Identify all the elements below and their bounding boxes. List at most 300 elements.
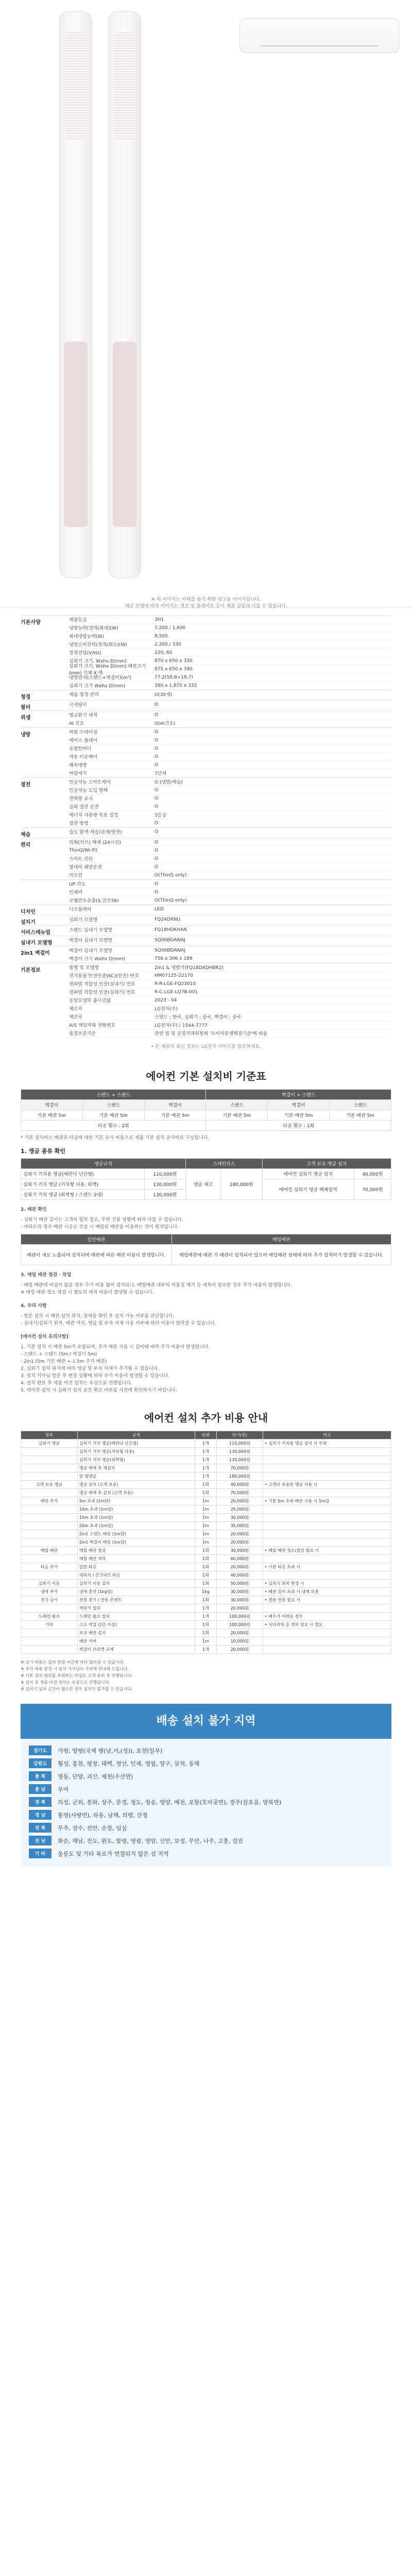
cost-note: ※ 실외기 설치 공간이 협소한 경우 설치가 불가할 수 있습니다. (21, 1687, 133, 1691)
cost-cell (263, 1448, 391, 1456)
cost-row (21, 1646, 391, 1654)
spec-key: 듀얼인버터 (69, 747, 92, 752)
cost-cell: 1m (195, 1530, 216, 1538)
cost-cell: 매립 배관 점검 (77, 1547, 195, 1555)
cost-row (21, 1439, 391, 1448)
cost-cell: 20,000원 (217, 1530, 263, 1538)
spec-group-title: 제습 (21, 832, 31, 838)
install-head-left: 스탠드 + 스탠드 (21, 1090, 206, 1100)
spec-value: 390 x 1,870 x 332 (154, 683, 197, 688)
spec-row (67, 936, 391, 944)
spec-key: 벽걸이 실내기 모델명 (69, 948, 112, 954)
spec-rows (67, 690, 391, 700)
area-text: 통영(사량면), 하동, 남해, 의령, 산청 (58, 1811, 148, 1819)
angle-own-price: 70,000원 (354, 1179, 391, 1200)
spec-group-title: 절전 (21, 782, 31, 788)
pipe-th: 일반배관 (21, 1234, 172, 1245)
spec-key: 바람세기 (69, 771, 87, 776)
cost-cell: 타공 추가 (21, 1563, 78, 1571)
spec-row (67, 1021, 391, 1029)
area-badge: 전 북 (29, 1823, 52, 1833)
area-text: 의성, 군위, 봉화, 상주, 문경, 청도, 청송, 영양, 예천, 포항(호미곶면), 경주(감포읍, 양북면) (58, 1799, 282, 1806)
cost-cell: 130,000원 (217, 1456, 263, 1464)
cost-row (21, 1538, 391, 1547)
spec-group-title: 필터 (21, 705, 31, 710)
spec-value: 2,200 / 330 (154, 641, 181, 647)
spec-row (67, 616, 391, 624)
cost-cell (263, 1646, 391, 1654)
cost-cell: 배관 추가 (21, 1497, 78, 1505)
cost-cell: 10,000원 (217, 1637, 263, 1646)
cost-row (21, 1580, 391, 1588)
spec-row (67, 980, 391, 988)
spec-value: LED (154, 906, 164, 912)
hero-caption-line: ※ 위 이미지는 이해를 돕기 위한 광고용 이미지입니다. (151, 597, 261, 602)
guide-title: [에어컨 설치 유의사항] (21, 1334, 68, 1340)
spec-value: O (154, 889, 159, 895)
spec-row (67, 972, 391, 980)
cost-row (21, 1456, 391, 1464)
area-badge: 전 남 (29, 1836, 52, 1845)
spec-key: A/S 책임자와 전화번호 (69, 1023, 116, 1028)
cost-cell: 1회 (195, 1596, 216, 1604)
spec-value: 7,200 / 1,600 (154, 625, 186, 631)
pipe-cell: 배관이 새로 노출되어 설치되며 배관에 따른 배관 비용이 발생합니다. (21, 1245, 172, 1265)
spec-value: SQ06BDAWAJ (154, 937, 186, 943)
cost-row (21, 1505, 391, 1514)
spec-value: O (154, 820, 159, 826)
spec-group-title (21, 880, 67, 905)
spec-group (21, 827, 391, 838)
area-text: 울릉도 및 기타 육로가 연결되지 않은 섬 지역 (58, 1850, 169, 1857)
spec-group-title: 기본정보 (21, 968, 41, 973)
install-val: 기본 배관 5m (330, 1110, 391, 1121)
cost-cell: 70,000원 (217, 1489, 263, 1497)
spec-key: 의화(커브) 해제 (24시간) (69, 840, 121, 845)
cost-cell: 30,000원 (217, 1514, 263, 1522)
spec-row (67, 1013, 391, 1021)
spec-value: O (154, 745, 159, 751)
spec-value: O(30개) (154, 692, 173, 698)
cost-cell: 드레인 펌프 설치 (77, 1613, 195, 1621)
spec-value: 스탠드 : 한국, 실외기 : 중국, 벽걸이 : 중국 (154, 1015, 242, 1020)
cost-cell (263, 1604, 391, 1613)
angle-steel-price: 180,000원 (221, 1169, 262, 1200)
install-head-right: 벽걸이 + 스탠드 (206, 1090, 391, 1100)
install-sub-right: 타공 횟수 : 1회 (206, 1121, 391, 1131)
cost-cell: 25,000원 (217, 1505, 263, 1514)
wall-unit (239, 18, 399, 53)
spec-row (67, 871, 391, 879)
cost-cell: 1m (195, 1505, 216, 1514)
cost-cell: 매립 배관 (21, 1547, 78, 1555)
cost-cell: • 기본 타공 초과 시 (263, 1563, 391, 1571)
spec-row (67, 1005, 391, 1013)
cost-cell: 100,000원 (217, 1613, 263, 1621)
spec-group (21, 838, 391, 879)
cost-cell: 30,000원 (217, 1588, 263, 1596)
spec-row (67, 963, 391, 972)
cost-cell: 앵글 설치 (고객 보유) (77, 1481, 195, 1489)
spec-value: 관련 법 및 공정거래위원회 '소비자분쟁해결기준'에 따름 (154, 1031, 268, 1037)
spec-row (67, 778, 391, 786)
spec-key: 전력량 표시 (69, 796, 93, 802)
cost-th: 항목 (21, 1431, 78, 1439)
spec-key: 최대냉방능력(W) (69, 634, 105, 639)
area-badge: 강원도 (29, 1758, 52, 1768)
spec-value: R-R-LGE-FQ23010 (154, 981, 196, 987)
cost-note: ※ 설치 후 제품 이전 설치는 유상으로 진행됩니다. (21, 1680, 110, 1685)
cost-cell: 1개 (195, 1604, 216, 1613)
spec-key: 벽걸이 크기 Wxhx D(mm) (69, 957, 125, 962)
cost-row (21, 1530, 391, 1538)
spec-key: 품명 및 모델명 (69, 965, 99, 971)
spec-rows (67, 711, 391, 727)
spec-key: 인공지능 도입 방해 (69, 788, 108, 793)
cost-cell (263, 1629, 391, 1637)
cost-section (0, 1431, 412, 1692)
cost-cell: 20,000원 (217, 1629, 263, 1637)
unavailable-title: 배송 설치 불가 지역 (21, 1704, 391, 1739)
spec-key: 모형안도유출(S,전모56) (69, 899, 119, 904)
cost-cell (21, 1472, 78, 1481)
angle-cell: 110,000원 (144, 1169, 185, 1179)
spec-row (67, 863, 391, 871)
cost-cell: • 실외기 위치 변경 시 (263, 1580, 391, 1588)
spec-key: 인공지능 스마트케어 (69, 780, 111, 785)
spec-value: 9,500 (154, 633, 168, 639)
cost-cell (263, 1637, 391, 1646)
cost-cell (263, 1514, 391, 1522)
spec-key: 실외기 모델명 (69, 918, 98, 923)
area-badge: 경기도 (29, 1745, 52, 1755)
spec-key: 냉방능력(정격/최대)(W) (69, 626, 118, 631)
spec-key: 제품등급 (69, 618, 87, 623)
cost-cell: • 고객이 보유한 앵글 사용 시 (263, 1481, 391, 1489)
cost-cell: 30,000원 (217, 1596, 263, 1604)
cost-cell (263, 1456, 391, 1464)
spec-rows (67, 838, 391, 879)
cost-cell: • 사다리차 등 장비 필요 시 별도 (263, 1621, 391, 1629)
cost-row (21, 1571, 391, 1580)
guide-item: 5. 에어컨 설치 시 실외기 설치 공간 확보 여부를 사전에 확인하시기 바랍니다. (21, 1388, 177, 1393)
cost-cell (21, 1646, 78, 1654)
cost-cell: 냉매 추가 (21, 1588, 78, 1596)
install-col: 스탠드 (82, 1100, 144, 1110)
cost-cell: • 배관 길이 초과 시 냉매 보충 (263, 1588, 391, 1596)
stand-unit-right (108, 11, 141, 578)
spec-key: 습도 탐색·제습(관계/방전) (69, 830, 122, 835)
area-badge: 충 북 (29, 1771, 52, 1781)
spec-rows (67, 778, 391, 827)
spec-row (67, 728, 391, 736)
cost-cell (263, 1489, 391, 1497)
cost-cell: 1m (195, 1637, 216, 1646)
spec-row (67, 744, 391, 753)
install-val: 기본 배관 5m (268, 1110, 330, 1121)
spec-key: ThinQ(Wi-Fi) (69, 848, 97, 853)
guide-item: 4. 설치 완료 후 제품 이전 설치는 유상으로 진행됩니다. (21, 1381, 132, 1386)
cost-cell: 고소 작업 (2층 이상) (77, 1621, 195, 1629)
spec-row (67, 803, 391, 811)
spec-value: O(ThinQ only) (154, 872, 187, 878)
cost-cell (21, 1522, 78, 1530)
cost-row (21, 1448, 391, 1456)
spec-section (0, 608, 412, 1055)
spec-group (21, 963, 391, 1038)
cost-cell: • 기본 5m 초과 배관 사용 시 1m당 (263, 1497, 391, 1505)
cost-row (21, 1489, 391, 1497)
spec-group (21, 777, 391, 827)
cost-cell: 앵글 해체 후 설치 (고객 보유) (77, 1489, 195, 1497)
spec-group (21, 700, 391, 710)
guide-item: - 2in1 (5m 기본 배관 + 1.5m 추가 배관) (21, 1359, 107, 1364)
spec-row (67, 1029, 391, 1038)
spec-value: 870 x 650 x 330 (154, 658, 193, 664)
stand-unit-left (59, 11, 92, 578)
spec-group-title: 실내기 모델명 (21, 940, 53, 946)
install-col: 스탠드 (206, 1100, 268, 1110)
spec-value: 3등급 (154, 813, 167, 818)
cost-title: 에어컨 설치 추가 비용 안내 (144, 1412, 268, 1424)
cost-cell: 20,000원 (217, 1538, 263, 1547)
angle-cell: 130,000원 (144, 1179, 185, 1190)
spec-group-title: 기본사양 (21, 620, 41, 625)
cost-cell: 1회 (195, 1629, 216, 1637)
cost-cell: 1개 (195, 1646, 216, 1654)
angle-steel-label: 앵글 체크 (185, 1169, 220, 1200)
angle-section (21, 1147, 391, 1200)
cost-cell: 1m (195, 1497, 216, 1505)
spec-group-title: 설치기 (21, 920, 36, 925)
angle-cell: 실외기 거치 앵글 (거치형 다용, 외벽) (21, 1179, 145, 1190)
cost-notes (21, 1659, 391, 1692)
area-row (21, 1770, 391, 1783)
spec-value: O (154, 839, 159, 845)
cost-th: 규격 (77, 1431, 195, 1439)
spec-value: HM07125-22170 (154, 973, 194, 978)
area-text: 화순, 해남, 진도, 완도, 함평, 영광, 영암, 신안, 보성, 무안, 나주, 고흥, 강진 (58, 1837, 244, 1844)
cost-cell: 20,000원 (217, 1646, 263, 1654)
cost-cell: 앵글 해체 후 재설치 (77, 1464, 195, 1472)
cost-cell (21, 1464, 78, 1472)
cost-cell (21, 1538, 78, 1547)
pipe-note: - 아파트의 경우 배관 시공은 건설 시 매립된 배관을 이용하는 것이 원칙입니다. (21, 1225, 179, 1230)
spec-row (67, 819, 391, 827)
spec-key: 열대야 쾌면운전 (69, 865, 102, 870)
cost-cell: 실외기 앵글 (21, 1439, 78, 1448)
spec-row (67, 719, 391, 727)
spec-value: 7단계 (154, 771, 167, 776)
spec-group (21, 925, 391, 936)
spec-key: 제조국 (69, 1015, 83, 1020)
caution-section (21, 1302, 391, 1327)
cost-cell: 1회 (195, 1580, 216, 1588)
cost-cell: 1m (195, 1522, 216, 1530)
spec-key: 쾌속냉방 (69, 763, 87, 768)
cost-cell: • 실외기 거치용 앵글 설치 시 부과 (263, 1439, 391, 1448)
spec-row (67, 996, 391, 1005)
spec-value: 2023 - 04 (154, 997, 177, 1003)
cost-row (21, 1621, 391, 1629)
cost-cell: 실외기 거치 앵글(베란다 난간형) (77, 1439, 195, 1448)
spec-rows (67, 905, 391, 915)
cost-cell: 단 형앵글 (77, 1472, 195, 1481)
spec-rows (67, 946, 391, 963)
cost-cell: 벽걸이 브라켓 교체 (77, 1646, 195, 1654)
spec-key: 리모컨 (69, 873, 83, 878)
spec-rows (67, 616, 391, 690)
cost-cell: 1회 (195, 1563, 216, 1571)
cost-row (21, 1464, 391, 1472)
cost-cell: 1회 (195, 1571, 216, 1580)
embedded-pipe-title: 3. 매립 배관 점검 · 작업 (21, 1273, 72, 1278)
spec-row (67, 632, 391, 640)
spec-row (67, 955, 391, 963)
spec-key: 벽걸이 실내기 모델명 (69, 938, 112, 943)
spec-row (67, 664, 391, 676)
spec-row (67, 888, 391, 896)
cost-row (21, 1497, 391, 1505)
cost-cell: 매립 배관 세척 (77, 1555, 195, 1563)
spec-group (21, 710, 391, 727)
cost-cell: 전기 공사 (21, 1596, 78, 1604)
area-row (21, 1795, 391, 1808)
angle-own-label: 에어컨 실외기 앵글 설치 (262, 1169, 354, 1179)
spec-row (67, 701, 391, 709)
spec-row (67, 828, 391, 836)
spec-value: 220, 60 (154, 650, 173, 655)
cost-th: 비고 (263, 1431, 391, 1439)
area-row (21, 1783, 391, 1795)
area-badge: 경 북 (29, 1797, 52, 1807)
spec-value: O (154, 804, 159, 809)
spec-value: O (154, 702, 159, 707)
caution-note: - 실내기/실외기 위치, 배관 거리, 앵글 및 부속 자재 사용 여부에 따라 비용이 달라질 수 있습니다. (21, 1321, 216, 1326)
area-badge: 충 남 (29, 1784, 52, 1794)
cost-cell: 고객 보유 앵글 (21, 1481, 78, 1489)
spec-key: 디스플레이 (69, 907, 92, 912)
cost-cell (263, 1522, 391, 1530)
cost-cell (263, 1472, 391, 1481)
guide-item: - 스탠드 + 스탠드 (5m / 벽걸이 5m) (21, 1352, 97, 1357)
spec-row (67, 988, 391, 996)
cost-note: ※ 추가 비용 발생 시 설치 기사님이 사전에 안내해 드립니다. (21, 1667, 129, 1671)
spec-value: O (154, 856, 159, 861)
spec-key: 제조자 (69, 1007, 83, 1012)
spec-group (21, 915, 391, 925)
cost-cell: 35,000원 (217, 1522, 263, 1530)
spec-group (21, 905, 391, 915)
spec-group (21, 879, 391, 905)
cost-cell: 1개 (195, 1613, 216, 1621)
area-row (21, 1808, 391, 1821)
spec-row (67, 794, 391, 803)
spec-group-title: 2in1 벽걸이 (21, 951, 50, 956)
cost-cell: 20,000원 (217, 1497, 263, 1505)
spec-rows (67, 828, 391, 838)
cost-cell: 일반 타공 (77, 1563, 195, 1571)
spec-row (67, 736, 391, 744)
cost-cell: 1회 (195, 1621, 216, 1629)
pipe-title: 2. 배관 확인 (21, 1207, 47, 1212)
spec-row (67, 838, 391, 846)
embedded-pipe-note: ※ 매립 배관 청소 작업 시 별도의 세척 비용이 발생될 수 있습니다. (21, 1290, 154, 1295)
spec-row (67, 769, 391, 777)
spec-row (67, 946, 391, 955)
spec-key: 절전 방영 (69, 821, 89, 826)
cost-row (21, 1596, 391, 1604)
cost-cell (263, 1555, 391, 1563)
cost-table (21, 1431, 391, 1654)
spec-key: 열교환기 세척 (69, 713, 98, 718)
angle-th: 고객 보유 앵글 설치 (262, 1159, 391, 1169)
spec-value: 756 x 306 x 189 (154, 956, 193, 961)
angle-table (21, 1158, 391, 1200)
spec-value: O (154, 712, 159, 718)
spec-value: LG전자(주) / 1544-7777 (154, 1023, 208, 1028)
spec-value: O (154, 787, 159, 793)
spec-group-title: 냉방 (21, 732, 31, 738)
pipe-section (21, 1206, 391, 1265)
install-basic-section (0, 1089, 412, 1394)
cost-cell (21, 1489, 78, 1497)
cost-cell (21, 1555, 78, 1563)
cost-cell: 1m (195, 1514, 216, 1522)
spec-rows (67, 963, 391, 1038)
spec-value: R-C-LGE-LQ7B-001 (154, 989, 198, 995)
pipe-table (21, 1234, 391, 1265)
guide-item: 1. 기본 설치 시 배관 5m가 포함되며, 추가 배관 사용 시 길이에 따라 추가 비용이 발생됩니다. (21, 1345, 210, 1350)
guide-item: 2. 실외기 설치 위치에 따라 앵글 및 부속 자재가 추가될 수 있습니다. (21, 1366, 159, 1371)
spec-key: 품질보증기준 (69, 1031, 96, 1037)
cost-cell: 실외기 거치 앵글(외벽형) (77, 1456, 195, 1464)
cost-cell: 30,000원 (217, 1547, 263, 1555)
angle-th: 앵글규격 (21, 1159, 186, 1169)
spec-key: 전파법 적합성 인증(실외기) 번호 (69, 990, 135, 995)
angle-th: 스테인리스 (185, 1159, 262, 1169)
install-col: 스탠드 (330, 1100, 391, 1110)
spec-row (67, 649, 391, 657)
spec-key: AI 건조 (69, 721, 84, 726)
spec-row (67, 690, 391, 699)
spec-value: O (154, 848, 159, 853)
cost-cell: 1kg (195, 1588, 216, 1596)
cost-cell (263, 1571, 391, 1580)
spec-note: • 본 제품의 최신 정보는 LG전자 사이트를 참조하세요. (150, 1044, 262, 1049)
spec-key: 스마트 진단 (69, 857, 93, 862)
cost-cell: 20,000원 (217, 1563, 263, 1571)
area-text: 횡성, 홍천, 평창, 태백, 정선, 인제, 영월, 양구, 삼척, 동해 (58, 1760, 200, 1767)
spec-row (67, 682, 391, 690)
product-image (0, 0, 412, 592)
cost-cell: 실외기 이동 (21, 1580, 78, 1588)
cost-cell: 1개 (195, 1439, 216, 1448)
spec-value: O (154, 754, 159, 759)
spec-value: O(ThinQ only) (154, 897, 187, 903)
cost-cell: 20,000원 (217, 1604, 263, 1613)
cost-row (21, 1514, 391, 1522)
cost-th: 단위 (195, 1431, 216, 1439)
cost-cell: 2in1 벽걸이 배관 (1m당) (77, 1538, 195, 1547)
spec-key: 실외기 크기, Wxhx D(mm) 배관크기(mm) 기체 X 액 (69, 664, 146, 676)
cost-cell: 70,000원 (217, 1464, 263, 1472)
angle-cell: 130,000원 (144, 1190, 185, 1200)
spec-row (67, 786, 391, 794)
cost-cell: • 매립 배관 청소/점검 필요 시 (263, 1547, 391, 1555)
caution-title: 4. 주의 사항 (21, 1303, 47, 1309)
cost-cell: 130,000원 (217, 1448, 263, 1456)
